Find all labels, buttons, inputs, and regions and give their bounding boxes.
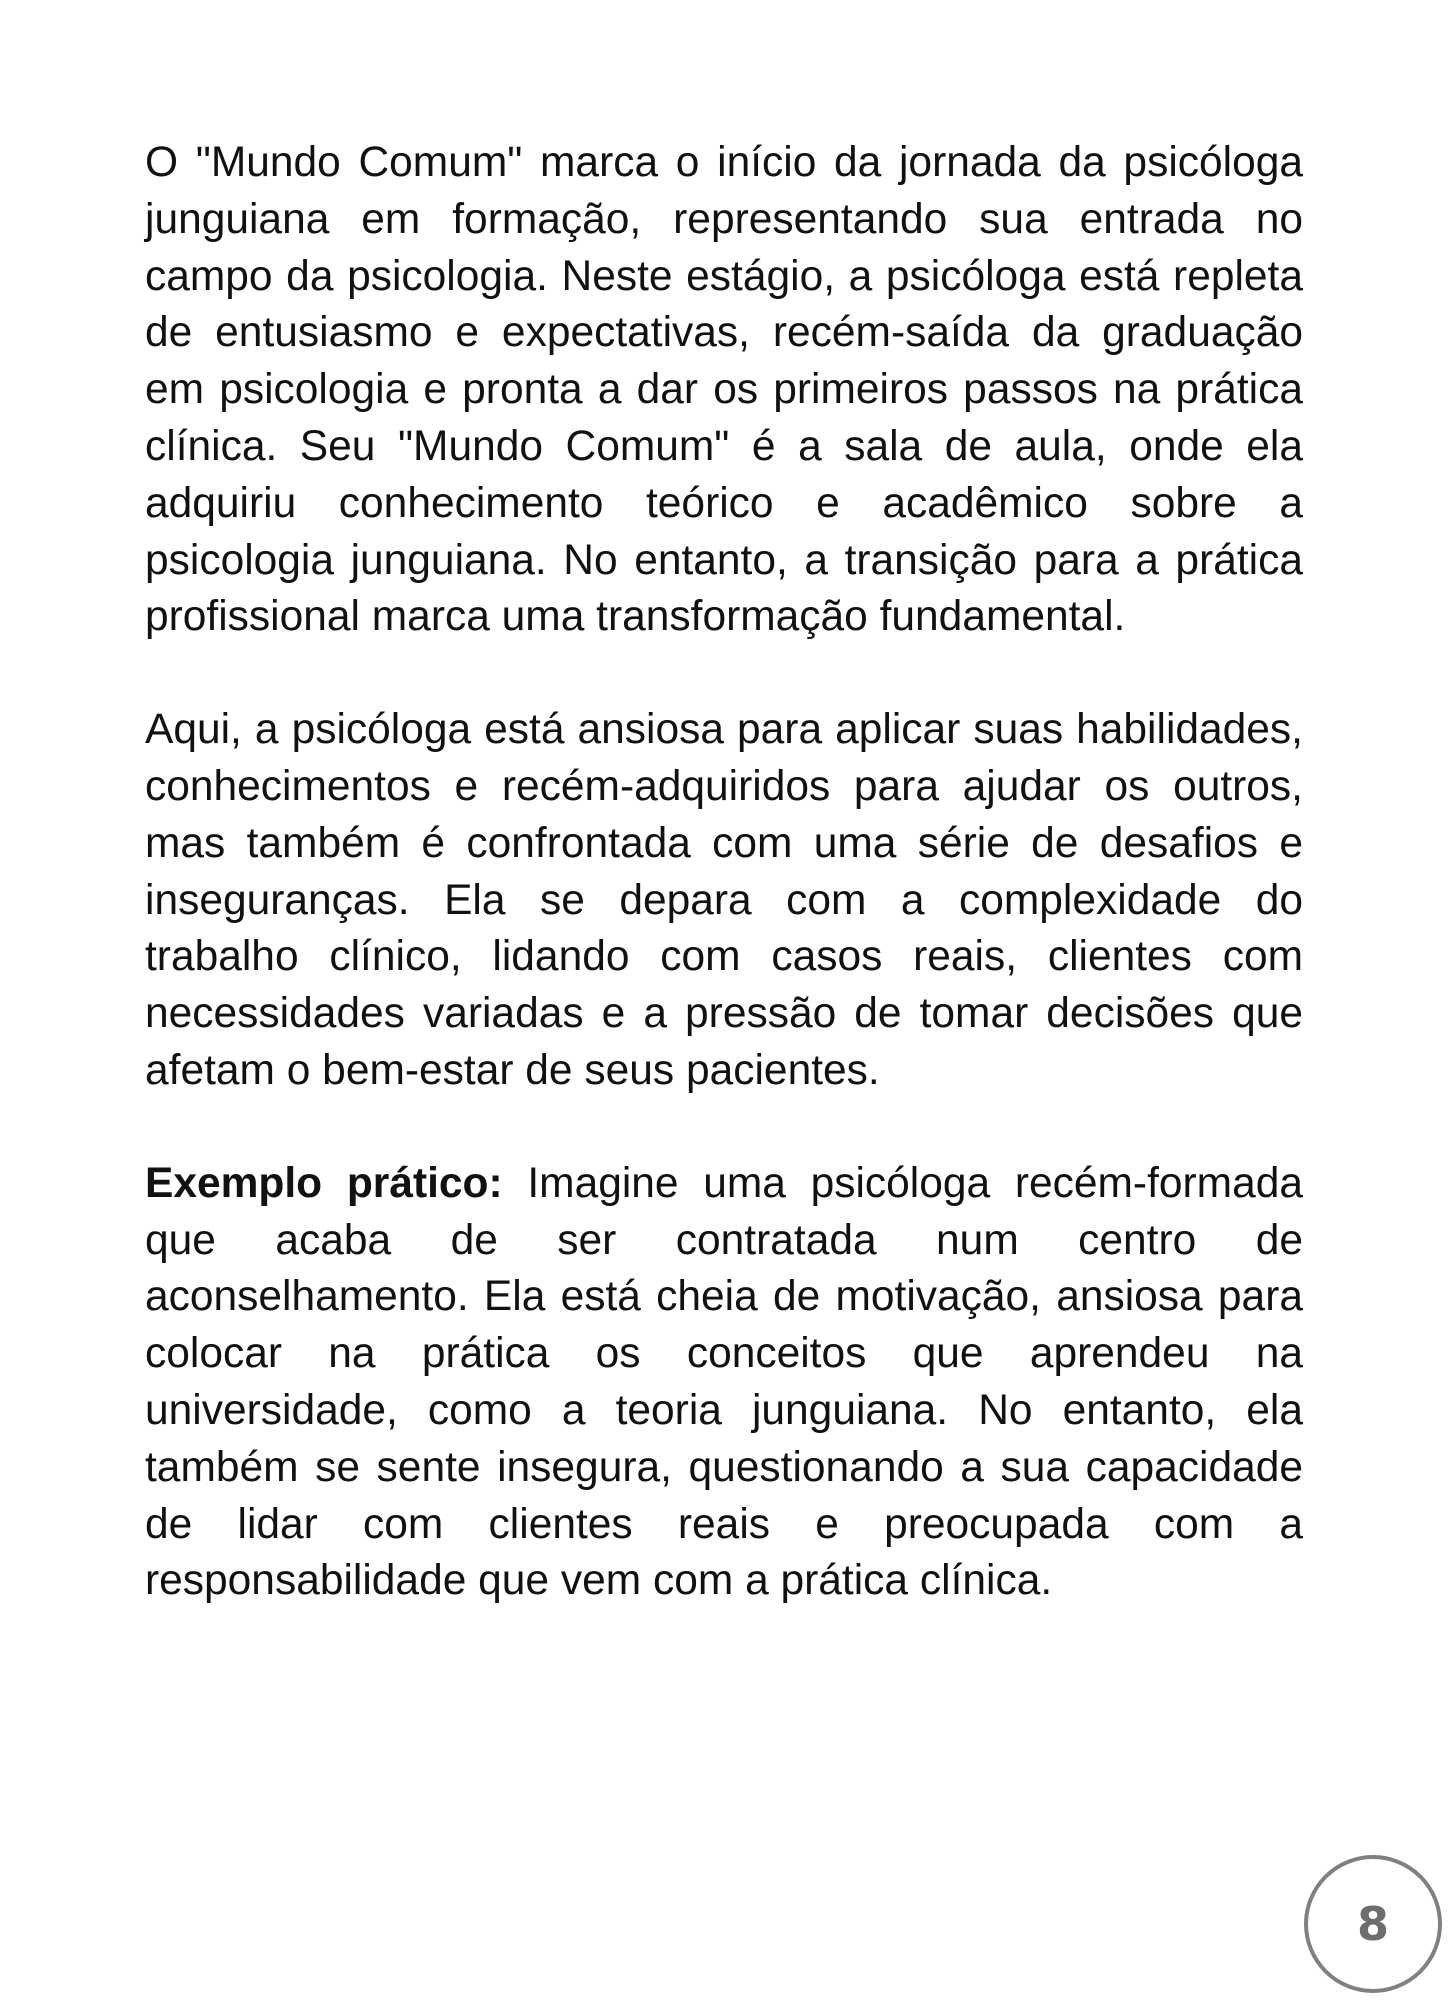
paragraph-2: [145, 702, 1303, 1100]
page-number: 8: [1356, 1897, 1389, 1951]
paragraph-3: [145, 1156, 1303, 1610]
paragraph-1: [145, 135, 1303, 646]
example-lead: Exemplo prático:: [145, 1159, 503, 1207]
paragraph-2-text: Aqui, a psicóloga está ansiosa para aplicar suas habilidades, conhecimentos e recém-adquiridos para ajudar os outros, mas também é confrontada com uma série de desafios e inseguranças. Ela se depara com a complexidade do trabalho clínico, lidando com casos reais, clientes com necessidades variadas e a pressão de tomar decisões que afetam o bem-estar de seus pacientes.: [145, 706, 1303, 1094]
page-number-badge: [1304, 1855, 1442, 1993]
paragraph-1-text: O "Mundo Comum" marca o início da jornada da psicóloga junguiana em formação, representando sua entrada no campo da psicologia. Neste estágio, a psicóloga está repleta de entusiasmo e expectativas, recém-saída da graduação em psicologia e pronta a dar os primeiros passos na prática clínica. Seu "Mundo Comum" é a sala de aula, onde ela adquiriu conhecimento teórico e acadêmico sobre a psicologia junguiana. No entanto, a transição para a prática profissional marca uma transformação fundamental.: [145, 139, 1303, 641]
paragraph-3-text: Imagine uma psicóloga recém-formada que acaba de ser contratada num centro de aconselhamento. Ela está cheia de motivação, ansiosa para colocar na prática os conceitos que aprendeu na universidade, como a teoria junguiana. No entanto, ela também se sente insegura, questionando a sua capacidade de lidar com clientes reais e preocupada com a responsabilidade que vem com a prática clínica.: [145, 1159, 1303, 1605]
text-body: [145, 135, 1303, 1610]
